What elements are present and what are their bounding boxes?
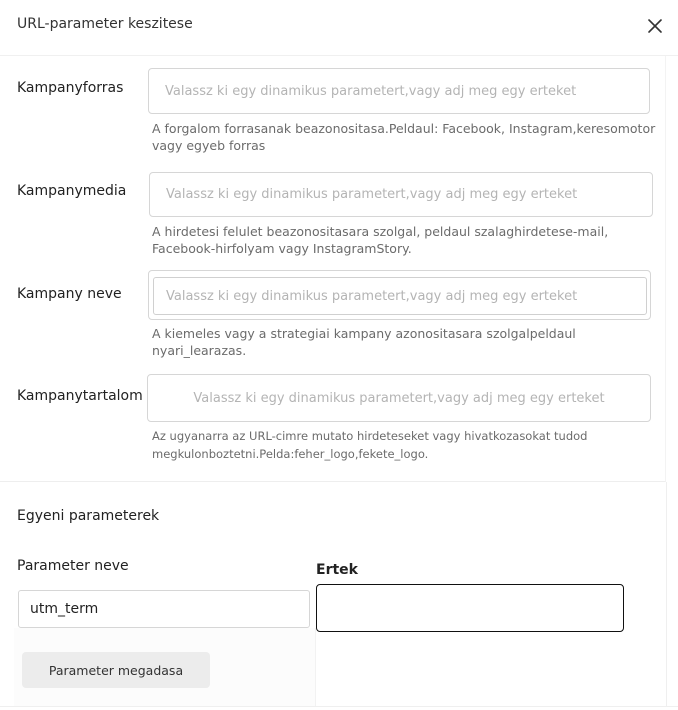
dialog-header: [0, 0, 678, 56]
campaign-name-input[interactable]: [153, 277, 647, 315]
campaign-content-input[interactable]: [147, 374, 651, 422]
custom-parameters-title: Egyeni parameterek: [17, 508, 160, 524]
campaign-medium-input[interactable]: [149, 172, 653, 217]
campaign-medium-hint: A hirdetesi felulet beazonositasara szolgal, peldaul szalaghirdetese-mail, Facebook-hirfolyam vagy InstagramStory.: [152, 224, 609, 256]
campaign-source-input[interactable]: [148, 68, 650, 114]
campaign-source-label: Kampanyforras: [17, 80, 124, 96]
campaign-name-field-wrapper: [148, 270, 651, 320]
campaign-medium-label: Kampanymedia: [17, 183, 127, 199]
parameter-name-label: Parameter neve: [17, 558, 129, 574]
value-label: Ertek: [316, 562, 358, 578]
close-icon[interactable]: [644, 15, 666, 37]
parameter-name-input[interactable]: [18, 590, 310, 628]
campaign-content-hint: Az ugyanarra az URL-cimre mutato hirdeteseket vagy hivatkozasokat tudod megkulonboztetni.Pelda:feher_logo,fekete_logo.: [152, 429, 588, 461]
campaign-content-label: Kampanytartalom: [17, 388, 143, 404]
campaign-source-hint: A forgalom forrasanak beazonositasa.Peldaul: Facebook, Instagram,keresomotor vagy egyeb forras: [152, 121, 656, 153]
campaign-name-hint: A kiemeles vagy a strategiai kampany azonositasara szolgalpeldaul nyari_learazas.: [152, 326, 576, 358]
value-input[interactable]: [316, 584, 624, 632]
bottom-divider: [0, 706, 678, 707]
dialog-title: URL-parameter keszitese: [17, 16, 193, 32]
add-parameter-button[interactable]: Parameter megadasa: [22, 652, 210, 688]
campaign-name-label: Kampany neve: [17, 286, 122, 302]
section-divider: [666, 482, 667, 706]
